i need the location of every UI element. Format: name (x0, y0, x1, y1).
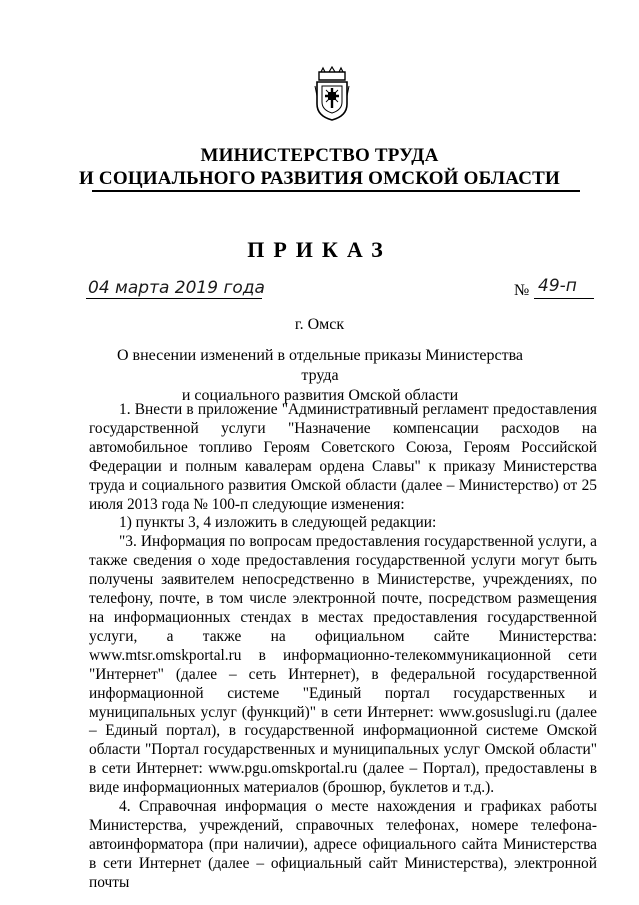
paragraph-3: "3. Информация по вопросам предоставления государственной услуги, а также сведения о ходе предоставления государственной услуги могут быть получены заявителем непосредственно в Министерстве, учреждениях, по телефону, почте, в том числе электронной почте, посредством размещения на информационных стендах в местах предоставления государственной услуги, а также на официальном сайте Министерства: www.mtsr.omskportal.ru в информационно-телекоммуникационной сети "Интернет" (далее – сеть Интернет), в федеральной государственной информационной системе "Единый портал государственных и муниципальных услуг (функций)" в сети Интернет: www.gosuslugi.ru (далее – Единый портал), в государственной информационной системе Омской области "Портал государственных и муниципальных услуг Омской области" в сети Интернет: www.pgu.omskportal.ru (далее – Портал), предоставлены в виде информационных материалов (брошюр, буклетов и т.д.). (89, 533, 597, 797)
city: г. Омск (294, 316, 345, 333)
order-body (89, 401, 597, 893)
ministry-name-line2: И СОЦИАЛЬНОГО РАЗВИТИЯ ОМСКОЙ ОБЛАСТИ (79, 168, 560, 189)
subject-line1: О внесении изменений в отдельные приказы Министерства труда (116, 347, 524, 384)
document-title: ПРИКАЗ (247, 237, 392, 262)
coat-of-arms-icon (313, 66, 351, 122)
number-underline (534, 298, 594, 299)
order-date: 04 марта 2019 года (88, 278, 265, 298)
number-label: № (514, 282, 530, 299)
order-subject (100, 346, 540, 406)
subject-line2: и социального развития Омской области (181, 387, 459, 404)
paragraph-4: 4. Справочная информация о месте нахождения и графиках работы Министерства, учреждений, справочных телефонах, номере телефона-автоинформатора (при наличии), адресе официального сайта Министерства в сети Интернет (далее – официальный сайт Министерства), электронной почты (89, 798, 597, 891)
header-underline (92, 190, 580, 192)
paragraph-2: 1) пункты 3, 4 изложить в следующей редакции: (119, 514, 437, 532)
paragraph-1: 1. Внести в приложение "Административный регламент предоставления государственной услуги "Назначение компенсации расходов на автомобильное топливо Героям Советского Союза, Героям Российской Федерации и полным кавалерам ордена Славы" к приказу Министерства труда и социального развития Омской области (далее – Министерство) от 25 июля 2013 года № 100-п следующие изменения: (89, 401, 597, 513)
ministry-name-line1: МИНИСТЕРСТВО ТРУДА (200, 145, 439, 166)
order-number: 49-п (538, 276, 577, 296)
date-underline (86, 298, 262, 299)
